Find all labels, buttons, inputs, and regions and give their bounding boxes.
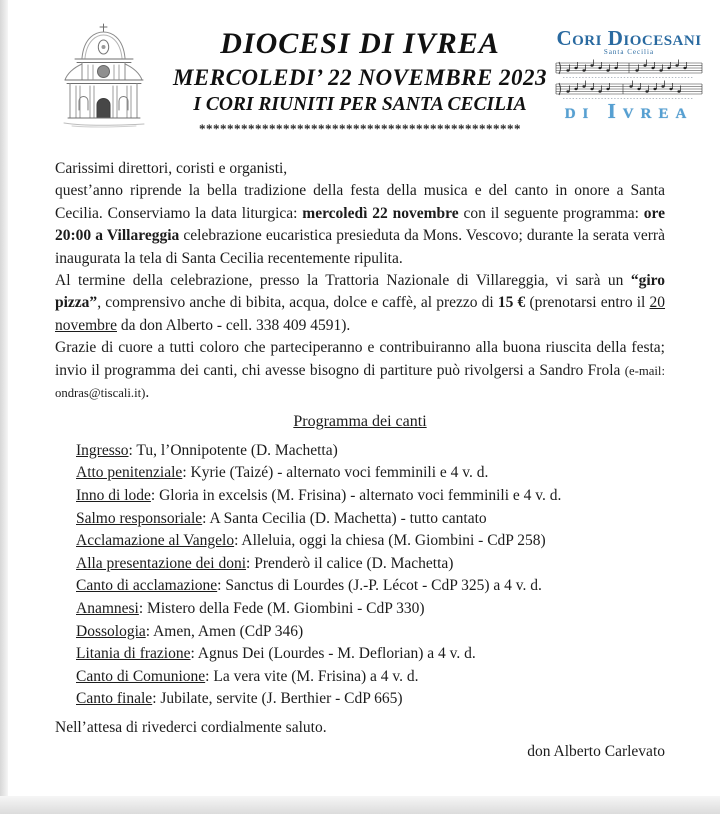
program-item: [76, 553, 665, 576]
program-item-label: Litania di frazione: [76, 645, 191, 663]
scan-edge-bottom: [0, 796, 720, 814]
program-item-label: Acclamazione al Vangelo: [76, 532, 235, 550]
program-list: [55, 440, 665, 711]
page-title: DIOCESI DI IVREA: [220, 27, 500, 60]
logo-subtitle: Santa Cecilia: [603, 48, 655, 56]
text-segment: 15 €: [497, 294, 526, 312]
program-item-label: Canto di acclamazione: [76, 577, 218, 595]
logo-title: Cori Diocesani: [556, 26, 702, 50]
program-item: [76, 643, 665, 666]
program-item: [76, 485, 665, 508]
program-item-label: Ingresso: [76, 441, 129, 459]
program-item: [76, 462, 665, 485]
program-item: [76, 440, 665, 463]
program-item-text: : La vera vite (M. Frisina) a 4 v. d.: [205, 667, 419, 685]
signature: don Alberto Carlevato: [527, 743, 665, 761]
program-item: [76, 575, 665, 598]
paragraph-announcement: [55, 180, 665, 270]
program-item: [76, 598, 665, 621]
text-segment: 20 novembre: [55, 294, 666, 334]
closing-block: [55, 717, 665, 764]
asterisk-divider: **********************************************: [199, 121, 521, 136]
text-segment: , comprensivo anche di bibita, acqua, dolce e caffè, al prezzo di: [97, 294, 498, 312]
text-segment: mercoledì 22 novembre: [302, 204, 459, 222]
text-segment: ore 20:00 a Villareggia: [55, 204, 665, 245]
program-item-text: : Gloria in excelsis (M. Frisina) - alternato voci femminili e 4 v. d.: [150, 487, 562, 505]
text-segment: con il seguente programma:: [458, 204, 644, 222]
program-item-label: Canto di Comunione: [76, 667, 206, 685]
text-segment: (prenotarsi entro il: [525, 294, 650, 312]
program-item-label: Dossologia: [76, 622, 146, 640]
music-staff-icon: [553, 58, 705, 100]
program-item-text: : Sanctus di Lourdes (J.-P. Lécot - CdP 325) a 4 v. d.: [217, 577, 542, 595]
program-item-label: Inno di lode: [76, 487, 151, 505]
program-item-text: : Jubilate, servite (J. Berthier - CdP 665): [152, 690, 403, 708]
text-segment: quest’anno riprende la bella tradizione della festa della musica e del canto in onore a Santa Cecilia. Conserviamo la data liturgica:: [55, 182, 665, 222]
program-item: [76, 688, 665, 711]
program-item-text: : Agnus Dei (Lourdes - M. Deflorian) a 4 v. d.: [190, 645, 476, 663]
program-item: [76, 530, 665, 553]
program-heading-text: Programma dei canti: [293, 413, 427, 431]
program-item-text: : Prenderò il calice (D. Machetta): [246, 554, 454, 572]
paragraph-dinner: [55, 270, 665, 337]
program-item-text: : Mistero della Fede (M. Giombini - CdP 330): [138, 600, 425, 618]
paragraph-thanks: [55, 337, 665, 404]
program-item-label: Salmo responsoriale: [76, 509, 203, 527]
program-item-label: Canto finale: [76, 690, 153, 708]
text-segment: celebrazione eucaristica presieduta da Mons. Vescovo; durante la serata verrà inaugurata la tela di Santa Cecilia recentemente ripulita.: [55, 227, 665, 267]
text-segment: “giro pizza”: [55, 272, 665, 312]
program-item: [76, 508, 665, 531]
subtitle-date: MERCOLEDI’ 22 NOVEMBRE 2023: [172, 65, 548, 90]
program-item-label: Anamnesi: [76, 600, 139, 618]
program-item: [76, 666, 665, 689]
text-segment: (e-mail: ondras@tiscali.it): [55, 363, 665, 401]
text-segment: da don Alberto - cell. 338 409 4591).: [116, 316, 351, 334]
program-item-text: : Tu, l’Onnipotente (D. Machetta): [128, 441, 338, 459]
logo-footer: di Ivrea: [564, 99, 694, 123]
paragraph-salutation: [55, 158, 665, 180]
letter-body: [55, 158, 665, 711]
program-item-text: : Alleluia, oggi la chiesa (M. Giombini - CdP 258): [234, 532, 546, 550]
header-titles: [170, 28, 550, 116]
program-item: [76, 621, 665, 644]
subtitle-event: I CORI RIUNITI PER SANTA CECILIA: [193, 94, 527, 115]
program-item-text: : A Santa Cecilia (D. Machetta) - tutto cantato: [202, 509, 487, 527]
text-segment: Al termine della celebrazione, presso la Trattoria Nazionale di Villareggia, vi sarà un: [55, 272, 631, 290]
church-illustration-icon: [46, 22, 162, 130]
program-item-text: : Amen, Amen (CdP 346): [145, 622, 304, 640]
program-item-label: Atto penitenziale: [76, 464, 183, 482]
text-segment: Grazie di cuore a tutti coloro che parteciperanno e contribuiranno alla buona riuscita della festa; invio il programma dei canti, chi avesse bisogno di partiture può rivolgersi a Sandro Frola: [55, 339, 665, 379]
choir-logo: [548, 28, 710, 121]
program-item-label: Alla presentazione dei doni: [76, 554, 247, 572]
text-segment: .: [145, 384, 150, 402]
closing-line: Nell’attesa di rivederci cordialmente saluto.: [55, 719, 327, 736]
text-segment: Carissimi direttori, coristi e organisti,: [55, 160, 288, 177]
program-item-text: : Kyrie (Taizé) - alternato voci femminili e 4 v. d.: [182, 464, 489, 482]
program-heading: [55, 411, 665, 433]
